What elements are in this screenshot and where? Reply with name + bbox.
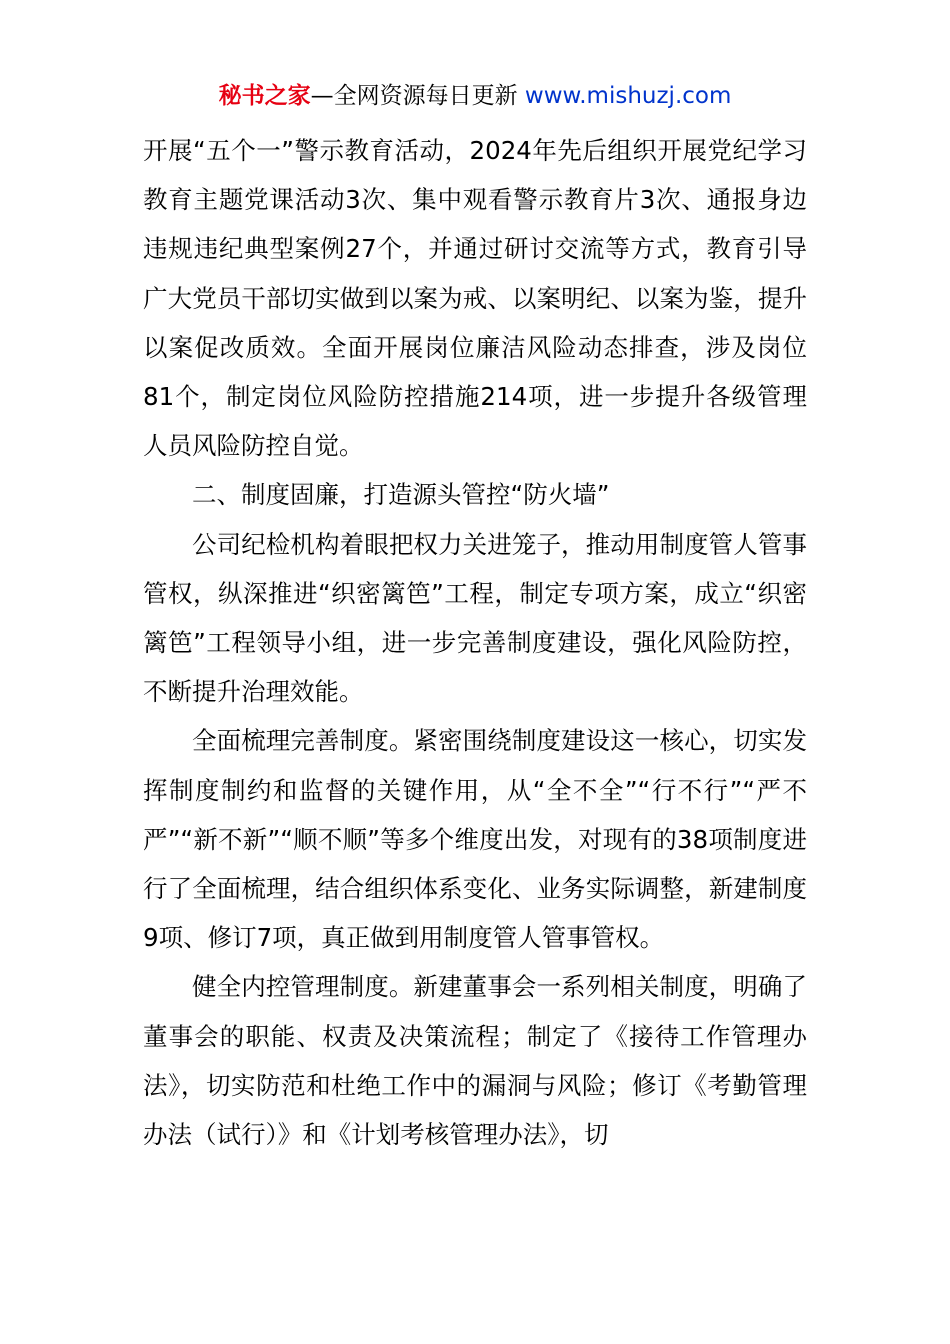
paragraph: 全面梳理完善制度。紧密围绕制度建设这一核心，切实发挥制度制约和监督的关键作用，从“全不全”“行不行”“严不严”“新不新”“顺不顺”等多个维度出发，对现有的38项制度进行了全面梳理，结合组织体系变化、业务实际调整，新建制度9项、修订7项，真正做到用制度管人管事管权。 <box>143 726 807 953</box>
site-header <box>0 80 950 112</box>
paragraph: 健全内控管理制度。新建董事会一系列相关制度，明确了董事会的职能、权责及决策流程；制定了《接待工作管理办法》，切实防范和杜绝工作中的漏洞与风险；修订《考勤管理办法（试行）》和《计划考核管理办法》，切 <box>143 972 807 1150</box>
document-body <box>143 126 807 1159</box>
header-tagline: —全网资源每日更新 <box>310 83 525 109</box>
brand-name: 秘书之家 <box>218 83 311 109</box>
paragraph: 公司纪检机构着眼把权力关进笼子，推动用制度管人管事管权，纵深推进“织密篱笆”工程，制定专项方案，成立“织密篱笆”工程领导小组，进一步完善制度建设，强化风险防控，不断提升治理效能。 <box>143 529 807 707</box>
site-url[interactable]: www.mishuzj.com <box>524 83 732 109</box>
section-heading: 二、制度固廉，打造源头管控“防火墙” <box>192 480 610 510</box>
paragraph-continuation: 开展“五个一”警示教育活动，2024年先后组织开展党纪学习教育主题党课活动3次、集中观看警示教育片3次、通报身边违规违纪典型案例27个，并通过研讨交流等方式，教育引导广大党员干部切实做到以案为戒、以案明纪、以案为鉴，提升以案促改质效。全面开展岗位廉洁风险动态排查，涉及岗位81个，制定岗位风险防控措施214项，进一步提升各级管理人员风险防控自觉。 <box>143 136 807 461</box>
